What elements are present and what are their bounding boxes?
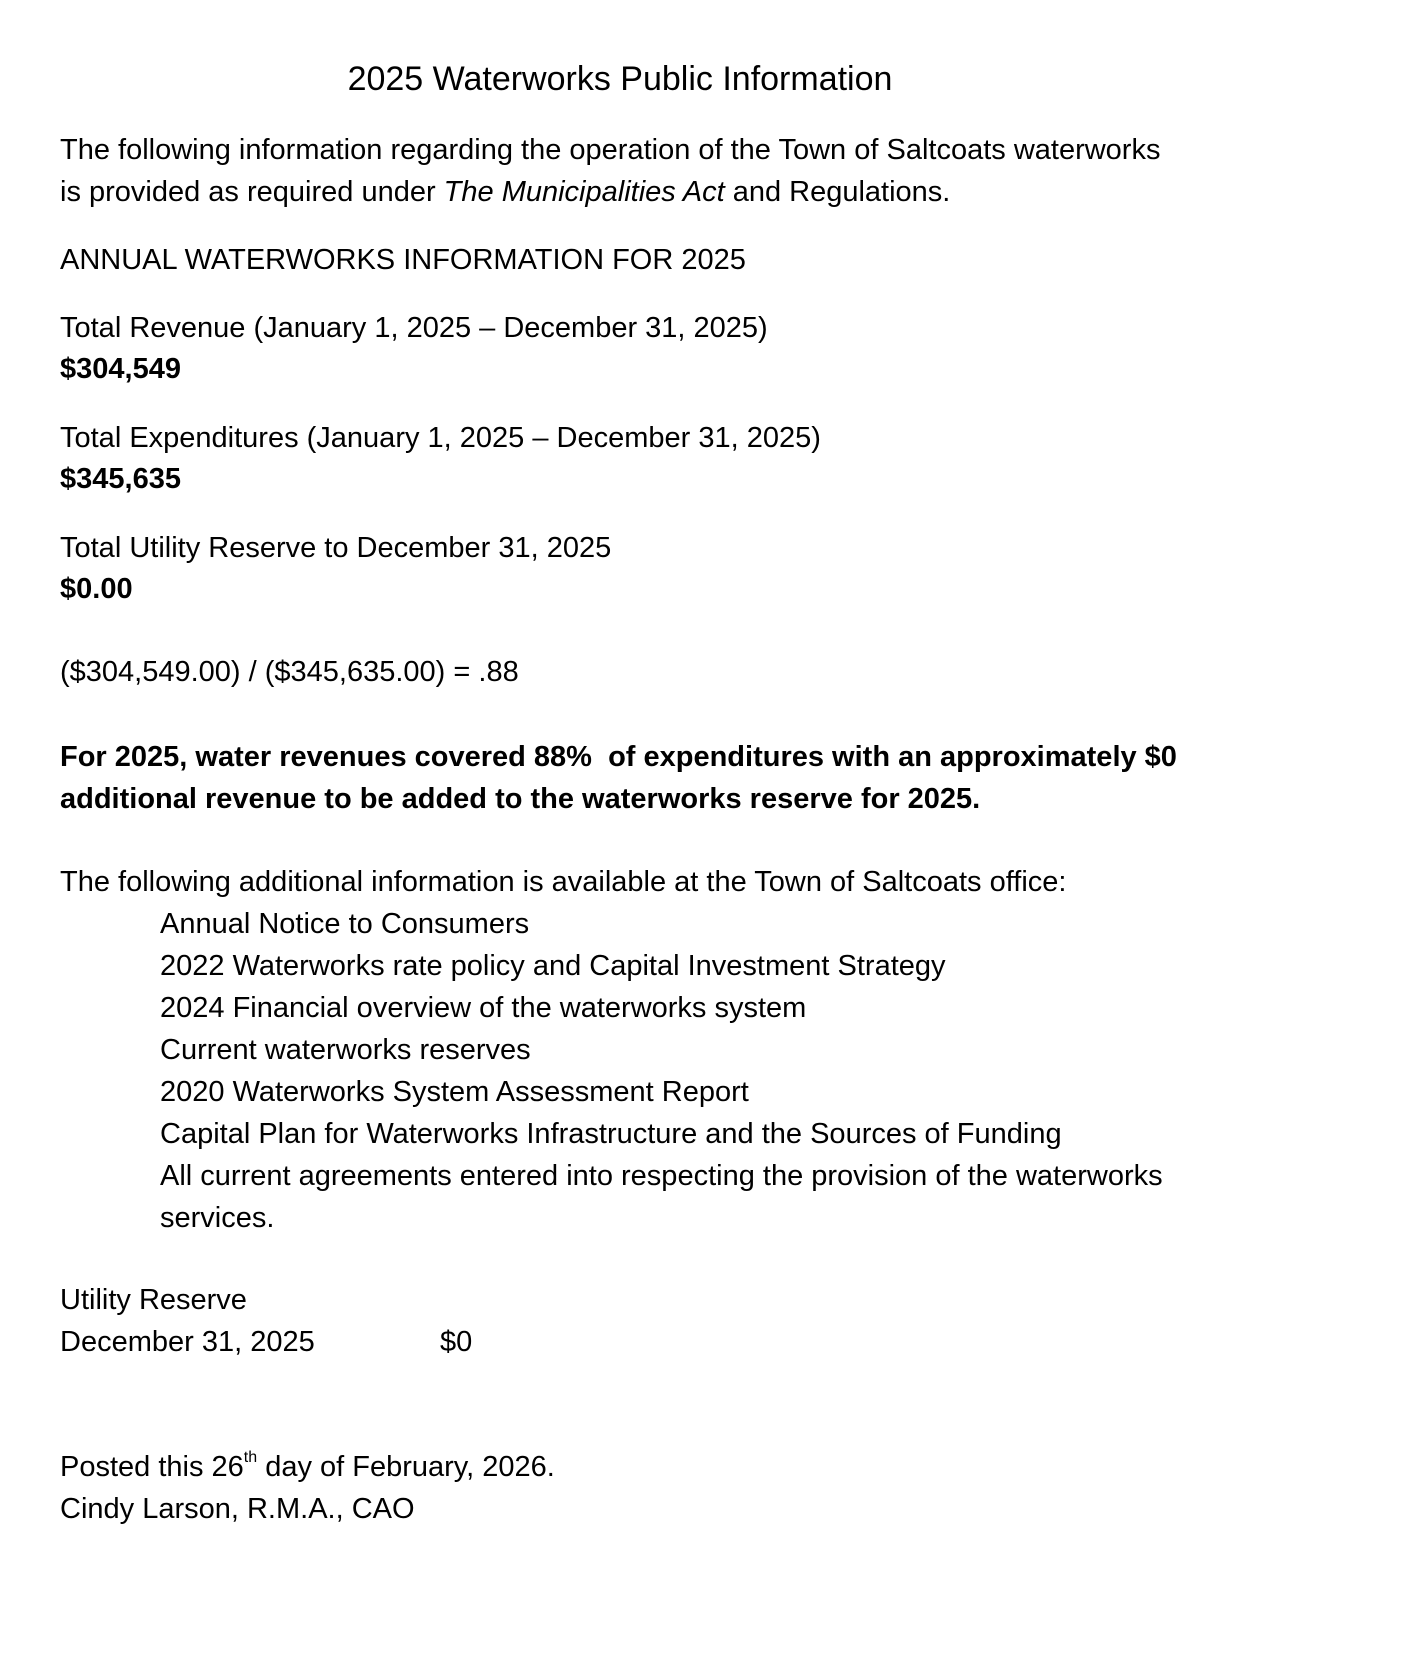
ratio-calculation: ($304,549.00) / ($345,635.00) = .88 [60,656,519,688]
act-name: The Municipalities Act [443,176,725,208]
intro-line-2: is provided as required under The Municipalities Act and Regulations. [60,176,951,208]
page-title: 2025 Waterworks Public Information [347,60,893,98]
list-item: services. [160,1202,275,1234]
list-item: All current agreements entered into respecting the provision of the waterworks [160,1160,1163,1192]
list-item: 2020 Waterworks System Assessment Report [160,1076,749,1108]
intro-line-1: The following information regarding the operation of the Town of Saltcoats waterworks [60,134,1161,166]
reserve-date: December 31, 2025 [60,1326,315,1358]
summary-line-1: For 2025, water revenues covered 88% of expenditures with an approximately $0 [60,741,1177,773]
signature: Cindy Larson, R.M.A., CAO [60,1493,415,1525]
reserve-total-label: Total Utility Reserve to December 31, 2025 [60,532,612,564]
list-item: 2024 Financial overview of the waterworks system [160,992,807,1024]
list-item: Annual Notice to Consumers [160,908,530,940]
reserve-amount: $0 [440,1326,473,1358]
expenditures-value: $345,635 [60,463,181,495]
revenue-label: Total Revenue (January 1, 2025 – December 31, 2025) [60,312,768,344]
list-item: Current waterworks reserves [160,1034,531,1066]
additional-intro: The following additional information is available at the Town of Saltcoats office: [60,866,1067,898]
posted-date: Posted this 26th day of February, 2026. [60,1449,555,1483]
summary-line-2: additional revenue to be added to the waterworks reserve for 2025. [60,783,981,815]
list-item: Capital Plan for Waterworks Infrastructure and the Sources of Funding [160,1118,1062,1150]
reserve-total-value: $0.00 [60,573,133,605]
list-item: 2022 Waterworks rate policy and Capital Investment Strategy [160,950,946,982]
reserve-label: Utility Reserve [60,1284,247,1316]
section-heading: ANNUAL WATERWORKS INFORMATION FOR 2025 [60,244,746,276]
revenue-value: $304,549 [60,353,181,385]
expenditures-label: Total Expenditures (January 1, 2025 – December 31, 2025) [60,422,821,454]
